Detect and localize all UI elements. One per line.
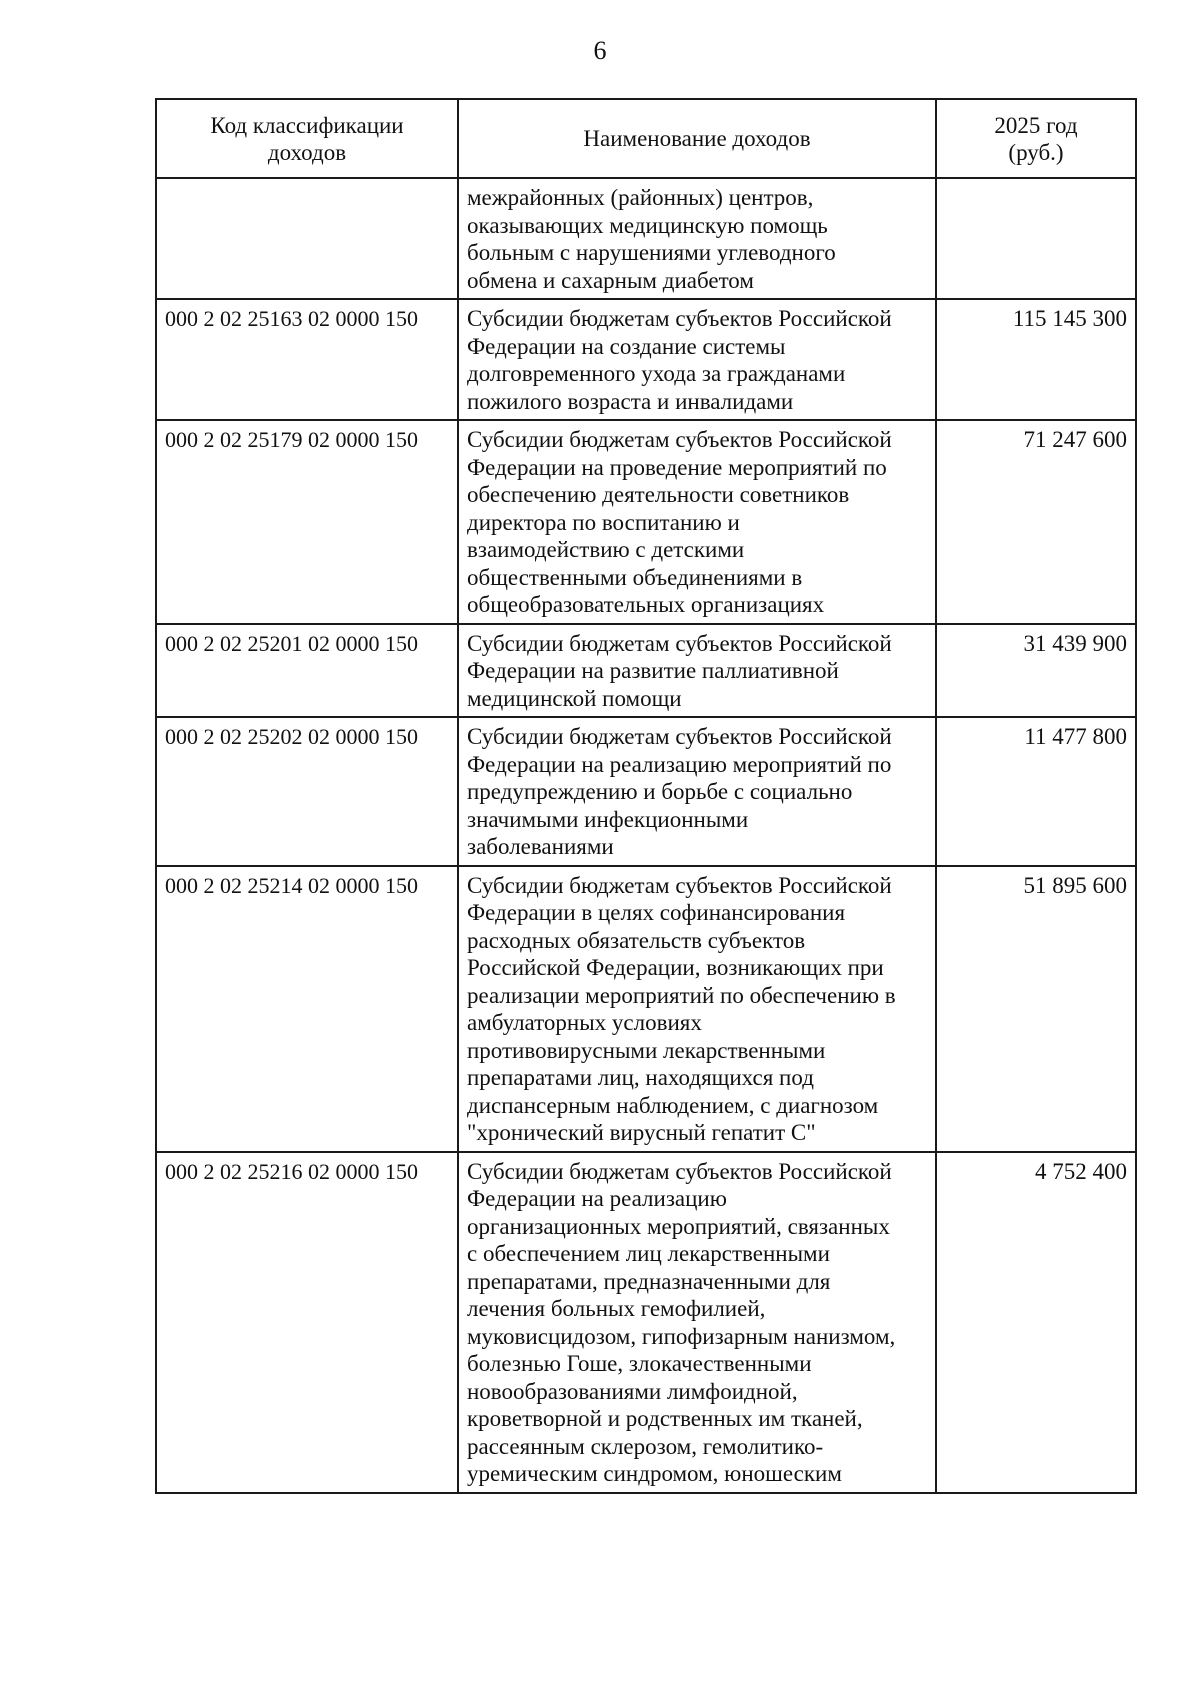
income-amount-cell: 71 247 600 bbox=[936, 420, 1136, 624]
header-amount-line: 2025 год bbox=[994, 112, 1078, 138]
income-name-line: Федерации на реализацию мероприятий по bbox=[467, 751, 892, 777]
income-name-line: предупреждению и борьбе с социально bbox=[467, 779, 853, 804]
income-name-line: уремическим синдромом, юношеским bbox=[467, 1461, 842, 1486]
income-code-cell: 000 2 02 25163 02 0000 150 bbox=[156, 299, 458, 420]
income-name-line: обмена и сахарным диабетом bbox=[467, 267, 754, 293]
income-name-line: новообразованиями лимфоидной, bbox=[467, 1378, 798, 1404]
table-row bbox=[156, 717, 1136, 866]
table-row bbox=[156, 178, 1136, 299]
income-code-cell: 000 2 02 25179 02 0000 150 bbox=[156, 420, 458, 624]
income-name-line: обеспечению деятельности советников bbox=[467, 482, 850, 507]
income-name-line: Субсидии бюджетам субъектов Российской bbox=[467, 306, 892, 331]
header-code bbox=[156, 99, 458, 178]
income-name-line: Субсидии бюджетам субъектов Российской bbox=[467, 427, 892, 452]
income-name-line: оказывающих медицинскую помощь bbox=[467, 212, 828, 238]
income-name-cell bbox=[458, 299, 936, 420]
income-name-cell bbox=[458, 178, 936, 299]
income-name-line: организационных мероприятий, связанных bbox=[467, 1213, 890, 1239]
income-name-line: реализации мероприятий по обеспечению в bbox=[467, 982, 896, 1008]
income-name-line: Российской Федерации, возникающих при bbox=[467, 955, 884, 980]
income-name-line: значимыми инфекционными bbox=[467, 806, 749, 832]
income-name-line: межрайонных (районных) центров, bbox=[467, 185, 814, 210]
income-code-cell: 000 2 02 25216 02 0000 150 bbox=[156, 1152, 458, 1493]
income-name-cell bbox=[458, 624, 936, 718]
income-name-line: рассеянным склерозом, гемолитико- bbox=[467, 1433, 824, 1459]
income-name-line: лечения больных гемофилией, bbox=[467, 1296, 766, 1321]
income-name-line: муковисцидозом, гипофизарным нанизмом, bbox=[467, 1323, 896, 1349]
income-table bbox=[155, 98, 1137, 1494]
header-code-line: доходов bbox=[267, 140, 347, 165]
income-name-line: долговременного ухода за гражданами bbox=[467, 361, 846, 386]
income-name-line: препаратами, предназначенными для bbox=[467, 1268, 831, 1294]
income-name-line: Федерации на развитие паллиативной bbox=[467, 658, 839, 683]
income-amount-cell: 115 145 300 bbox=[936, 299, 1136, 420]
header-amount-line: (руб.) bbox=[1008, 140, 1064, 165]
income-name-cell bbox=[458, 420, 936, 624]
table-row bbox=[156, 624, 1136, 718]
income-name-line: пожилого возраста и инвалидами bbox=[467, 388, 794, 414]
income-name-line: препаратами лиц, находящихся под bbox=[467, 1065, 814, 1090]
income-name-line: Федерации на реализацию bbox=[467, 1186, 727, 1211]
page-number: 6 bbox=[593, 36, 607, 65]
table-header-row bbox=[156, 99, 1136, 178]
income-name-line: больным с нарушениями углеводного bbox=[467, 240, 836, 265]
table-row bbox=[156, 1152, 1136, 1493]
income-name-line: болезнью Гоше, злокачественными bbox=[467, 1351, 812, 1376]
income-name-cell bbox=[458, 717, 936, 866]
income-name-line: Федерации в целях софинансирования bbox=[467, 900, 846, 925]
income-name-line: с обеспечением лиц лекарственными bbox=[467, 1241, 830, 1266]
income-amount-cell: 31 439 900 bbox=[936, 624, 1136, 718]
table-body bbox=[156, 178, 1136, 1493]
income-amount-cell: 11 477 800 bbox=[936, 717, 1136, 866]
income-name-cell bbox=[458, 1152, 936, 1493]
income-name-line: общественными объединениями в bbox=[467, 564, 803, 590]
income-name-line: Федерации на проведение мероприятий по bbox=[467, 454, 887, 480]
income-amount-cell bbox=[936, 178, 1136, 299]
income-name-line: взаимодействию с детскими bbox=[467, 537, 745, 562]
income-name-line: медицинской помощи bbox=[467, 685, 682, 711]
income-name-line: Субсидии бюджетам субъектов Российской bbox=[467, 724, 892, 749]
table-row bbox=[156, 420, 1136, 624]
income-name-line: "хронический вирусный гепатит С" bbox=[467, 1120, 816, 1145]
header-name bbox=[458, 99, 936, 178]
header-amount bbox=[936, 99, 1136, 178]
income-name-line: Субсидии бюджетам субъектов Российской bbox=[467, 630, 892, 656]
income-name-line: расходных обязательств субъектов bbox=[467, 927, 806, 953]
income-name-line: директора по воспитанию и bbox=[467, 509, 740, 535]
header-code-line: Код классификации bbox=[210, 112, 404, 138]
income-name-cell bbox=[458, 866, 936, 1152]
income-name-line: кроветворной и родственных им тканей, bbox=[467, 1406, 863, 1431]
income-name-line: заболеваниями bbox=[467, 834, 614, 859]
table-row bbox=[156, 866, 1136, 1152]
header-name-line: Наименование доходов bbox=[583, 126, 811, 152]
income-code-cell: 000 2 02 25201 02 0000 150 bbox=[156, 624, 458, 718]
income-name-line: Субсидии бюджетам субъектов Российской bbox=[467, 872, 892, 898]
income-name-line: противовирусными лекарственными bbox=[467, 1037, 826, 1063]
income-name-line: Федерации на создание системы bbox=[467, 333, 786, 359]
income-code-cell: 000 2 02 25214 02 0000 150 bbox=[156, 866, 458, 1152]
income-name-line: диспансерным наблюдением, с диагнозом bbox=[467, 1092, 879, 1118]
income-code-cell bbox=[156, 178, 458, 299]
income-amount-cell: 4 752 400 bbox=[936, 1152, 1136, 1493]
income-amount-cell: 51 895 600 bbox=[936, 866, 1136, 1152]
income-name-line: общеобразовательных организациях bbox=[467, 592, 825, 617]
table-row bbox=[156, 299, 1136, 420]
income-name-line: Субсидии бюджетам субъектов Российской bbox=[467, 1158, 892, 1184]
income-code-cell: 000 2 02 25202 02 0000 150 bbox=[156, 717, 458, 866]
income-name-line: амбулаторных условиях bbox=[467, 1010, 702, 1035]
